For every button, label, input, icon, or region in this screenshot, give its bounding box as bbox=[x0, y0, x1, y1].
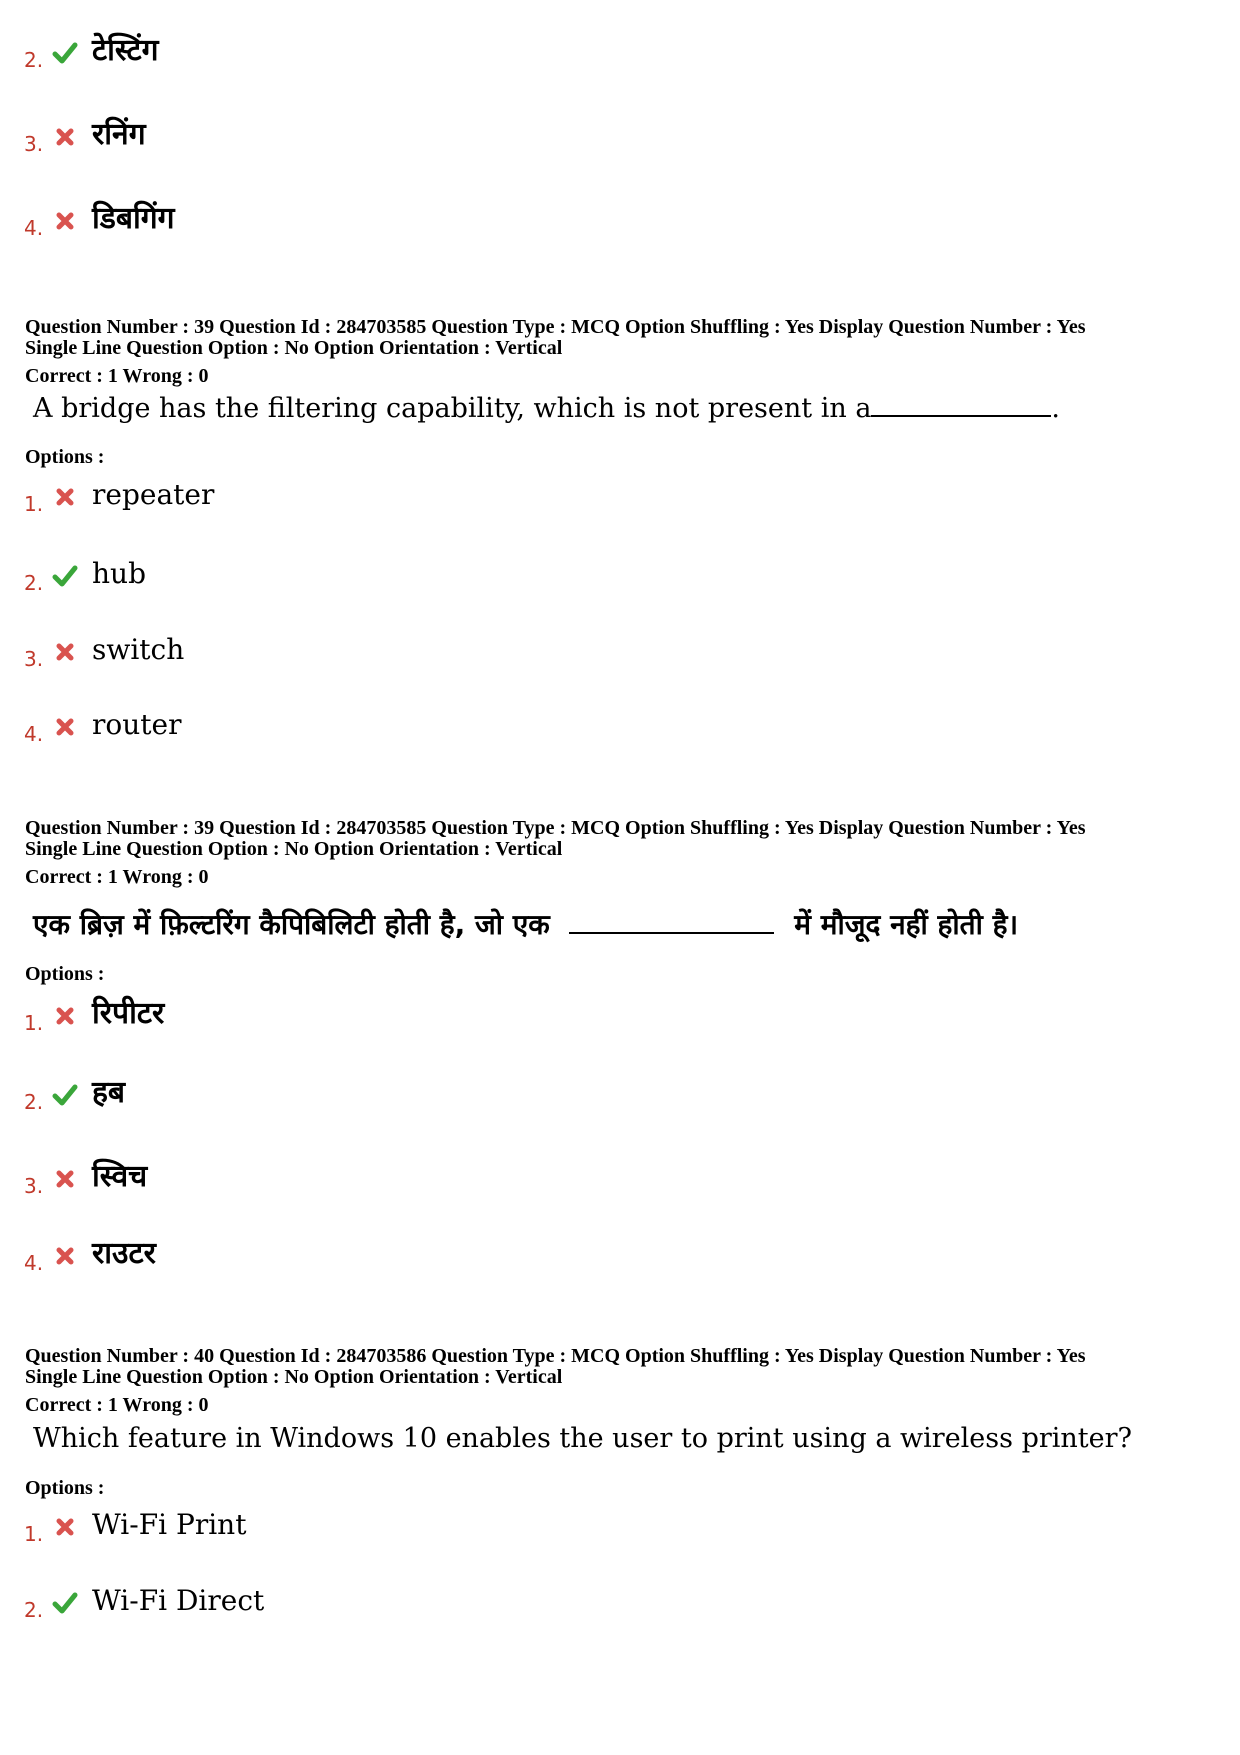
option-text: router bbox=[92, 708, 182, 741]
option-text: hub bbox=[92, 557, 146, 590]
option-text: डिबगिंग bbox=[92, 201, 175, 236]
option-number: 4. bbox=[24, 722, 44, 746]
question-stem-end: . bbox=[1051, 393, 1061, 424]
option-number: 1. bbox=[24, 492, 44, 516]
option-text: switch bbox=[92, 633, 185, 666]
question-stem-end: में मौजूद नहीं होती है। bbox=[794, 908, 1019, 941]
question-meta-line: Single Line Question Option : No Option Orientation : Vertical bbox=[25, 1366, 563, 1388]
option-text: Wi-Fi Direct bbox=[92, 1584, 265, 1617]
check-icon bbox=[52, 1082, 78, 1108]
option-number: 1. bbox=[24, 1011, 44, 1035]
check-icon bbox=[52, 1590, 78, 1616]
question-score-line: Correct : 1 Wrong : 0 bbox=[25, 1394, 209, 1416]
option-text: टेस्टिंग bbox=[92, 33, 159, 68]
cross-icon bbox=[52, 714, 78, 740]
option-text: रिपीटर bbox=[92, 996, 165, 1031]
question-meta-line: Single Line Question Option : No Option Orientation : Vertical bbox=[25, 838, 563, 860]
answer-blank bbox=[569, 932, 774, 934]
options-label: Options : bbox=[25, 963, 105, 985]
check-icon bbox=[52, 563, 78, 589]
question-score-line: Correct : 1 Wrong : 0 bbox=[25, 866, 209, 888]
option-number: 4. bbox=[24, 216, 44, 240]
question-stem bbox=[33, 905, 1018, 943]
cross-icon bbox=[52, 1243, 78, 1269]
option-text: Wi-Fi Print bbox=[92, 1508, 247, 1541]
option-number: 3. bbox=[24, 132, 44, 156]
question-stem-text: एक ब्रिज़ में फ़िल्टरिंग कैपिबिलिटी होती है, जो एक bbox=[33, 908, 550, 941]
option-number: 2. bbox=[24, 1598, 44, 1622]
cross-icon bbox=[52, 1166, 78, 1192]
cross-icon bbox=[52, 1514, 78, 1540]
option-number: 2. bbox=[24, 48, 44, 72]
cross-icon bbox=[52, 484, 78, 510]
question-meta-line: Question Number : 39 Question Id : 284703585 Question Type : MCQ Option Shuffling : Yes Display Question Number : Yes bbox=[25, 817, 1086, 839]
cross-icon bbox=[52, 208, 78, 234]
option-text: रनिंग bbox=[92, 117, 146, 152]
option-number: 2. bbox=[24, 571, 44, 595]
question-meta-line: Question Number : 39 Question Id : 284703585 Question Type : MCQ Option Shuffling : Yes Display Question Number : Yes bbox=[25, 316, 1086, 338]
option-number: 4. bbox=[24, 1251, 44, 1275]
question-stem: Which feature in Windows 10 enables the user to print using a wireless printer? bbox=[33, 1423, 1133, 1454]
cross-icon bbox=[52, 639, 78, 665]
question-score-line: Correct : 1 Wrong : 0 bbox=[25, 365, 209, 387]
cross-icon bbox=[52, 1003, 78, 1029]
question-stem bbox=[33, 393, 1060, 424]
options-label: Options : bbox=[25, 446, 105, 468]
options-label: Options : bbox=[25, 1477, 105, 1499]
option-text: repeater bbox=[92, 478, 215, 511]
question-stem-text: A bridge has the filtering capability, which is not present in a bbox=[33, 393, 872, 424]
check-icon bbox=[52, 40, 78, 66]
option-number: 3. bbox=[24, 1174, 44, 1198]
option-number: 2. bbox=[24, 1090, 44, 1114]
option-text: हब bbox=[92, 1075, 126, 1110]
option-text: राउटर bbox=[92, 1236, 156, 1271]
cross-icon bbox=[52, 124, 78, 150]
option-number: 1. bbox=[24, 1522, 44, 1546]
question-meta-line: Single Line Question Option : No Option Orientation : Vertical bbox=[25, 337, 563, 359]
option-number: 3. bbox=[24, 647, 44, 671]
question-meta-line: Question Number : 40 Question Id : 284703586 Question Type : MCQ Option Shuffling : Yes Display Question Number : Yes bbox=[25, 1345, 1086, 1367]
option-text: स्विच bbox=[92, 1159, 148, 1194]
answer-blank bbox=[871, 415, 1051, 417]
